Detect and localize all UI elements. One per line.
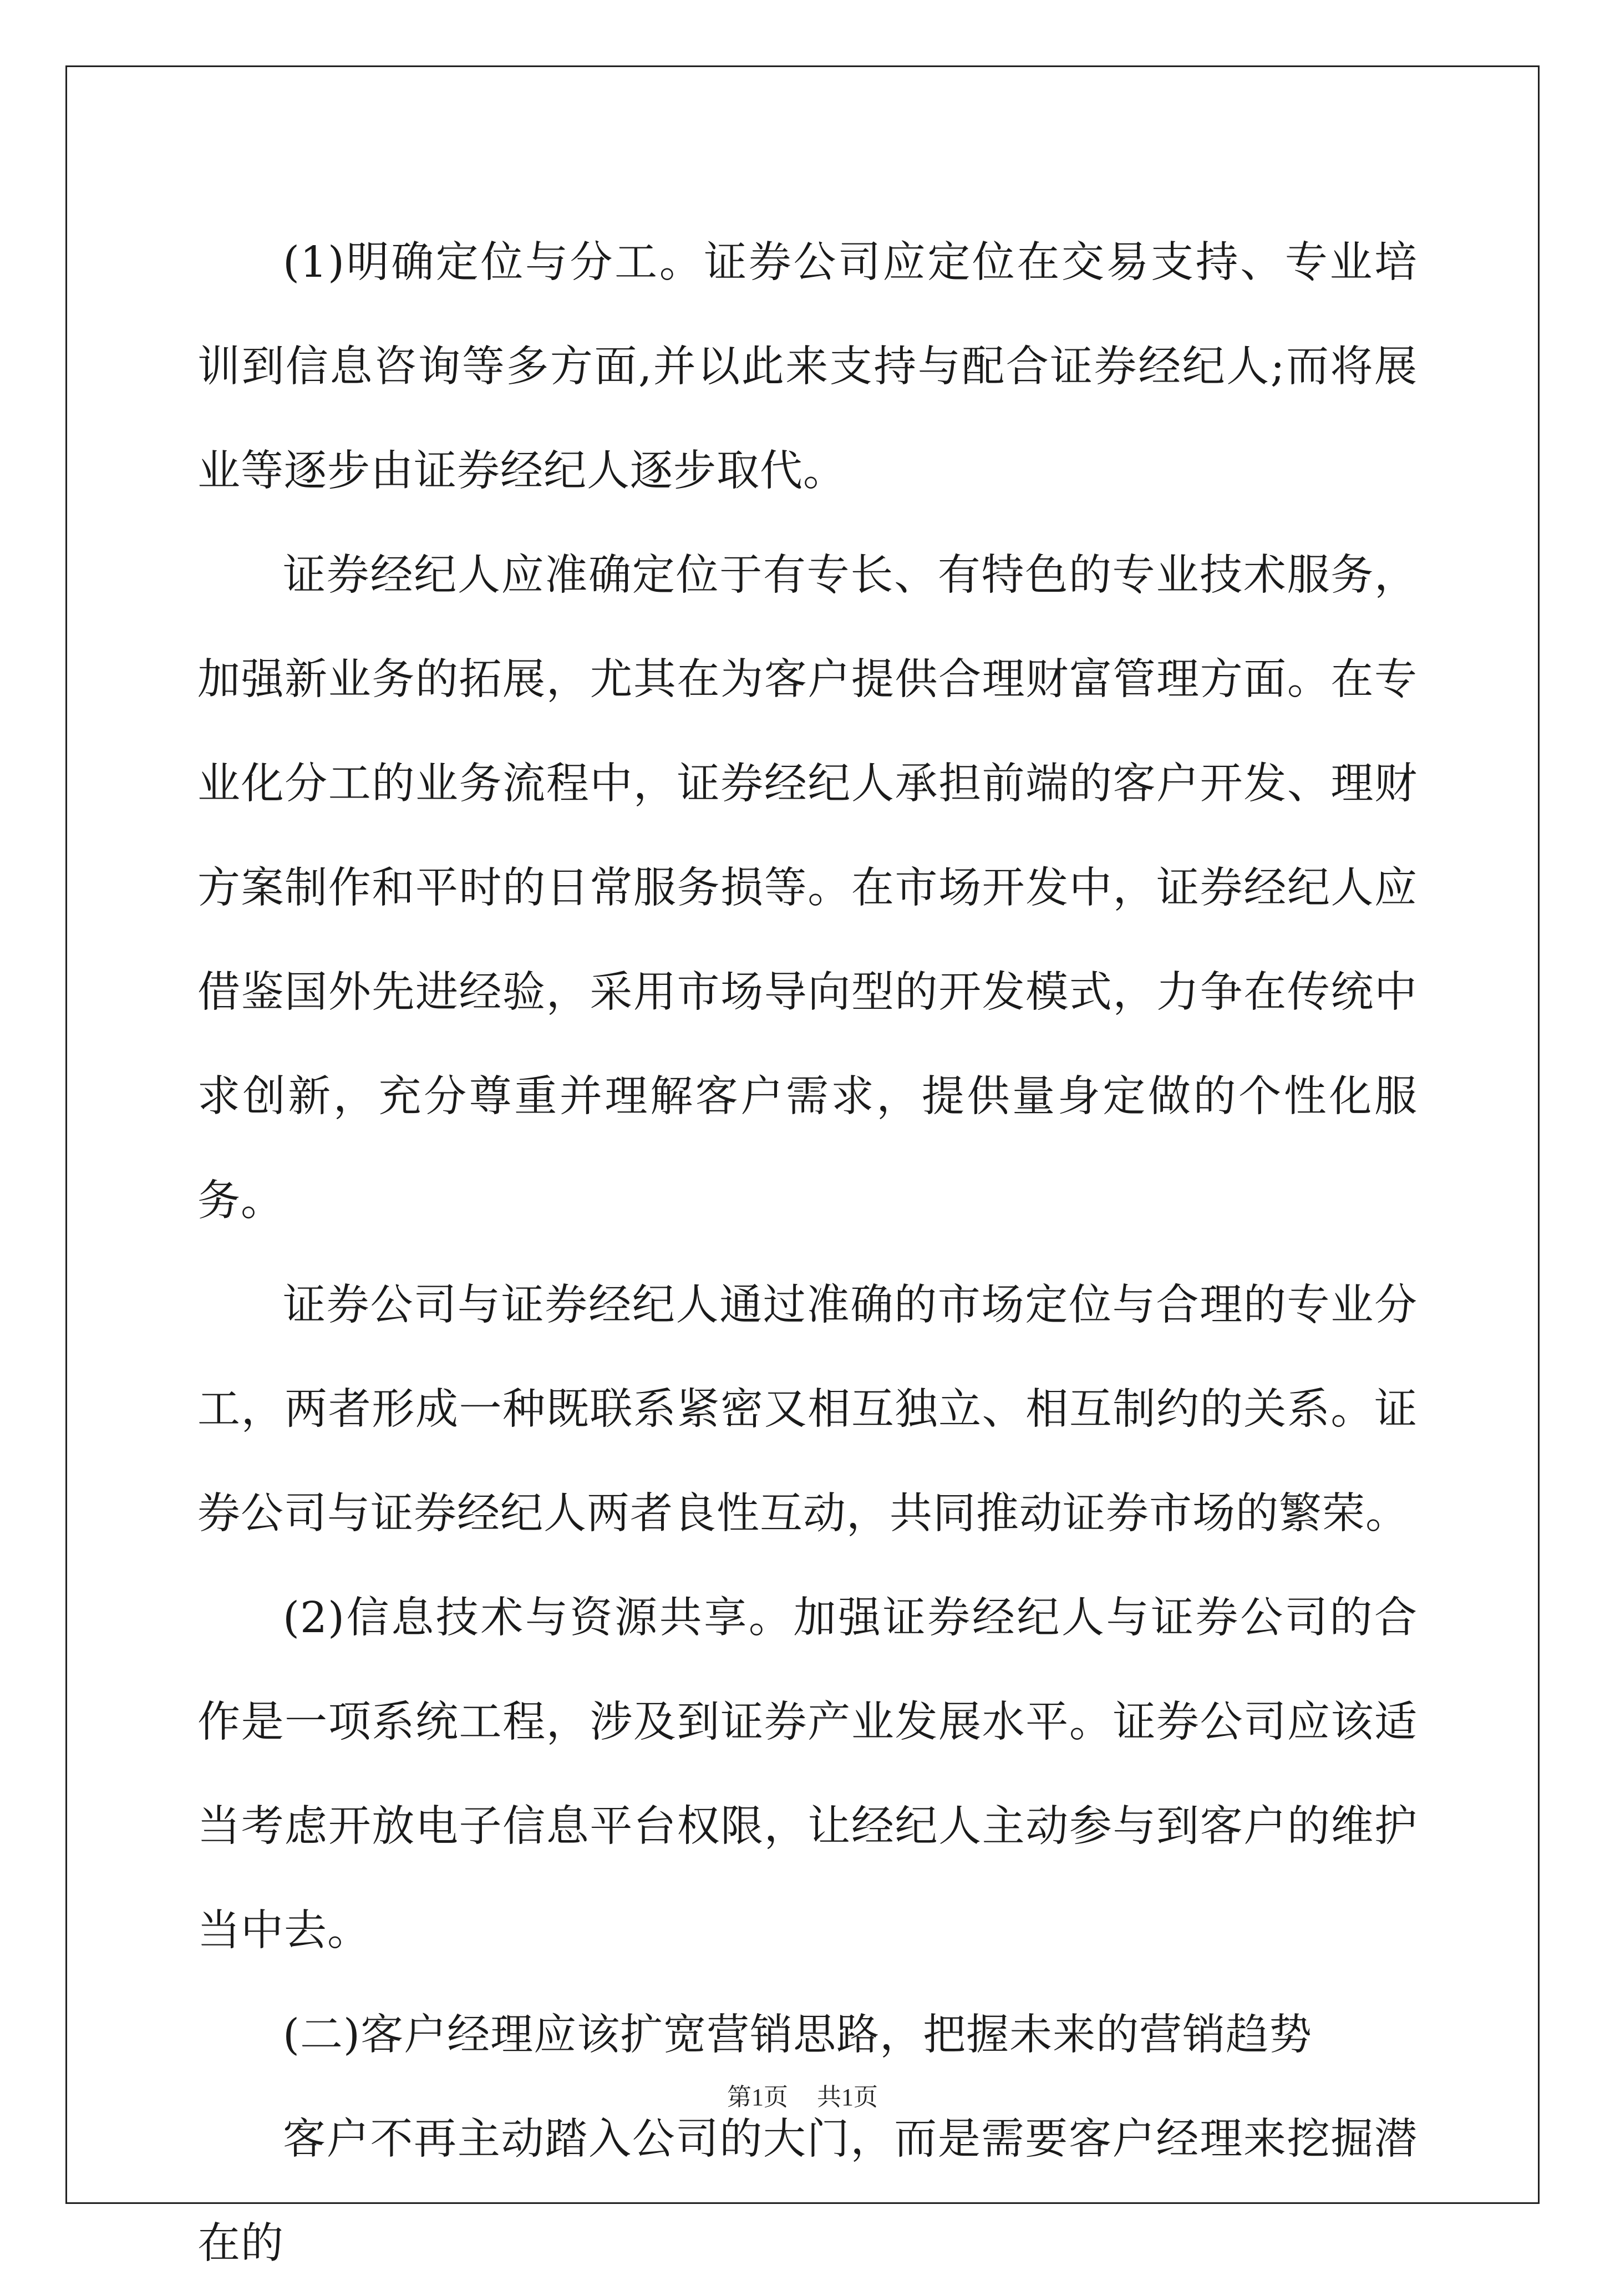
paragraph: (1)明确定位与分工。证券公司应定位在交易支持、专业培训到信息咨询等多方面,并以此来支持与配合证券经纪人;而将展业等逐步由证券经纪人逐步取代。 xyxy=(197,238,1418,496)
paragraph: 证券经纪人应准确定位于有专长、有特色的专业技术服务，加强新业务的拓展，尤其在为客户提供合理财富管理方面。在专业化分工的业务流程中，证券经纪人承担前端的客户开发、理财方案制作和平时的日常服务损等。在市场开发中，证券经纪人应借鉴国外先进经验，采用市场导向型的开发模式，力争在传统中求创新，充分尊重并理解客户需求，提供量身定做的个性化服务。 xyxy=(197,551,1418,1226)
page-number: 第1页 xyxy=(727,2084,788,2111)
paragraph: 证券公司与证券经纪人通过准确的市场定位与合理的专业分工，两者形成一种既联系紧密又相互独立、相互制约的关系。证券公司与证券经纪人两者良性互动，共同推动证券市场的繁荣。 xyxy=(197,1281,1418,1538)
document-body xyxy=(197,211,1418,2296)
paragraph: (2)信息技术与资源共享。加强证券经纪人与证券公司的合作是一项系统工程，涉及到证券产业发展水平。证券公司应该适当考虑开放电子信息平台权限，让经纪人主动参与到客户的维护当中去。 xyxy=(197,1593,1418,1955)
section-heading: (二)客户经理应该扩宽营销思路，把握未来的营销趋势 xyxy=(283,2010,1313,2060)
paragraph: 客户不再主动踏入公司的大门，而是需要客户经理来挖掘潜在的 xyxy=(197,2115,1418,2268)
page-total: 共1页 xyxy=(817,2084,878,2111)
page-footer xyxy=(0,2077,1605,2112)
